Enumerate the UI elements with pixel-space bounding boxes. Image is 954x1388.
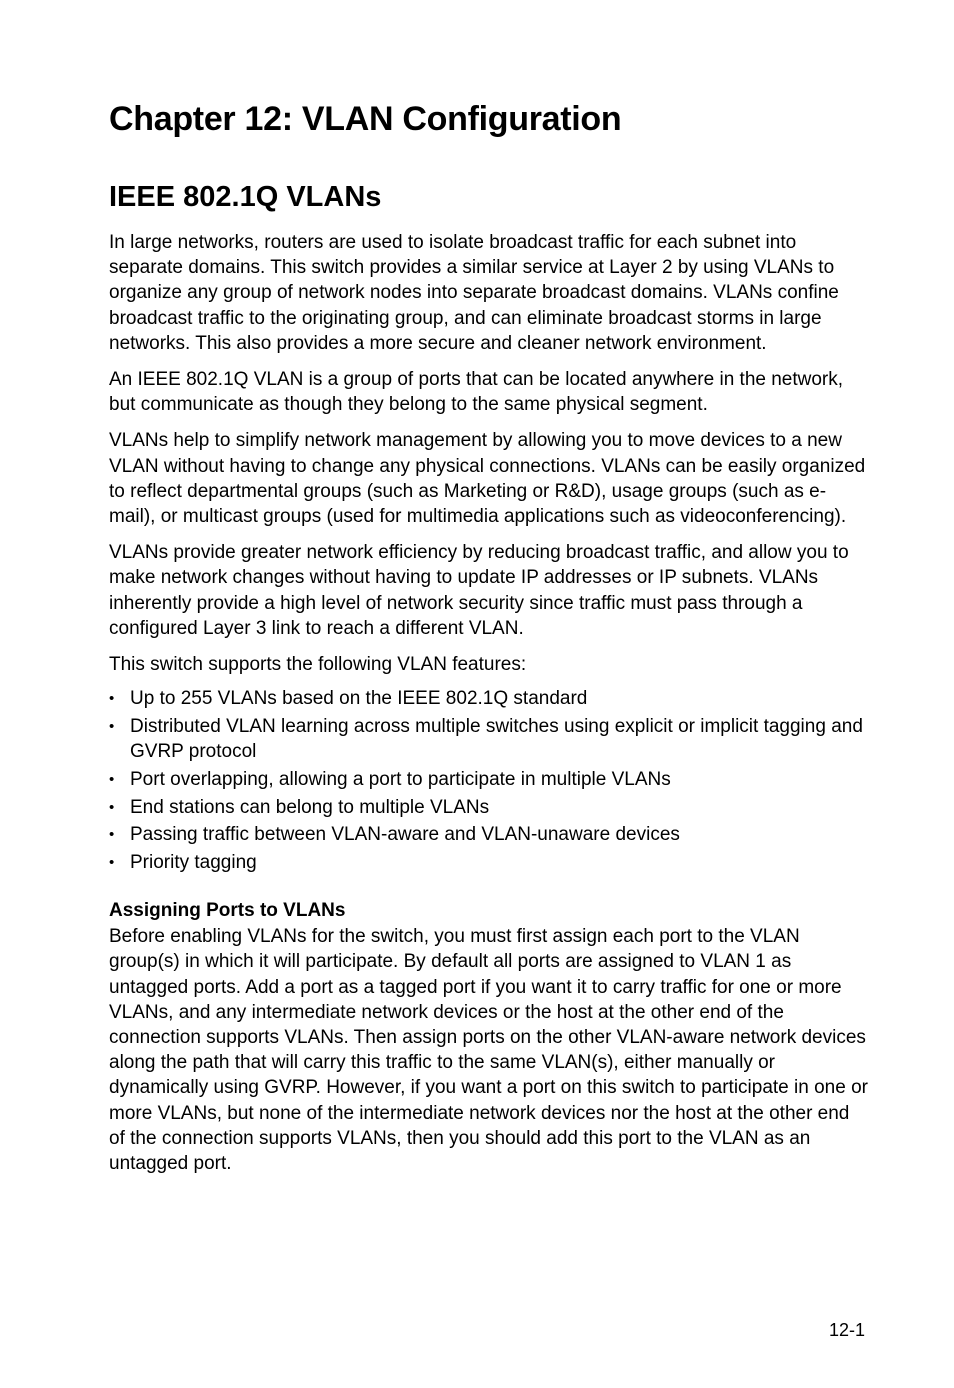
- list-item: [109, 822, 869, 847]
- feature-list: [109, 686, 869, 875]
- subsection-title: Assigning Ports to VLANs: [109, 900, 346, 922]
- list-item: [109, 767, 869, 792]
- list-item-text: Distributed VLAN learning across multiple switches using explicit or implicit tagging and GVRP protocol: [130, 715, 863, 763]
- bullet-icon: •: [109, 770, 115, 788]
- list-item: [109, 850, 869, 875]
- bullet-icon: •: [109, 853, 115, 871]
- list-item-text: Port overlapping, allowing a port to participate in multiple VLANs: [130, 768, 671, 790]
- paragraph-management: VLANs help to simplify network management by allowing you to move devices to a new VLAN without having to change any physical connections. VLANs can be easily organized to reflect departmental groups (such as Marketing or R&D), usage groups (such as e-mail), or multicast groups (used for multimedia applications such as videoconferencing).: [109, 430, 866, 528]
- paragraph-intro: In large networks, routers are used to isolate broadcast traffic for each subnet into separate domains. This switch provides a similar service at Layer 2 by using VLANs to organize any group of network nodes into separate broadcast domains. VLANs confine broadcast traffic to the originating group, and can eliminate broadcast storms in large networks. This also provides a more secure and cleaner network environment.: [109, 232, 839, 354]
- list-item-text: Priority tagging: [130, 851, 257, 873]
- list-item: [109, 714, 869, 764]
- list-item-text: End stations can belong to multiple VLANs: [130, 796, 490, 818]
- bullet-icon: •: [109, 717, 115, 735]
- paragraph-features-intro: This switch supports the following VLAN features:: [109, 654, 527, 676]
- document-page: [109, 96, 869, 1176]
- bullet-icon: •: [109, 826, 115, 844]
- paragraph-efficiency: VLANs provide greater network efficiency by reducing broadcast traffic, and allow you to make network changes without having to update IP addresses or IP subnets. VLANs inherently provide a high level of network security since traffic must pass through a configured Layer 3 link to reach a different VLAN.: [109, 542, 849, 639]
- chapter-title: Chapter 12: VLAN Configuration: [109, 100, 622, 138]
- list-item-text: Up to 255 VLANs based on the IEEE 802.1Q standard: [130, 688, 588, 710]
- bullet-icon: •: [109, 798, 115, 816]
- list-item: [109, 686, 869, 711]
- section-title: IEEE 802.1Q VLANs: [109, 181, 382, 213]
- paragraph-definition: An IEEE 802.1Q VLAN is a group of ports that can be located anywhere in the network, but communicate as though they belong to the same physical segment.: [109, 369, 844, 416]
- bullet-icon: •: [109, 690, 115, 708]
- list-item: [109, 795, 869, 820]
- list-item-text: Passing traffic between VLAN-aware and VLAN-unaware devices: [130, 824, 680, 846]
- page-number: 12-1: [828, 1320, 865, 1340]
- paragraph-assigning-ports: Before enabling VLANs for the switch, you must first assign each port to the VLAN group(s) in which it will participate. By default all ports are assigned to VLAN 1 as untagged ports. Add a port as a tagged port if you want it to carry traffic for one or more VLANs, and any intermediate network devices or the host at the other end of the connection supports VLANs. Then assign ports on the other VLAN-aware network devices along the path that will carry this traffic to the same VLAN(s), either manually or dynamically using GVRP. However, if you want a port on this switch to participate in one or more VLANs, but none of the intermediate network devices nor the host at the other end of the connection supports VLANs, then you should add this port to the VLAN as an untagged port.: [109, 926, 868, 1174]
